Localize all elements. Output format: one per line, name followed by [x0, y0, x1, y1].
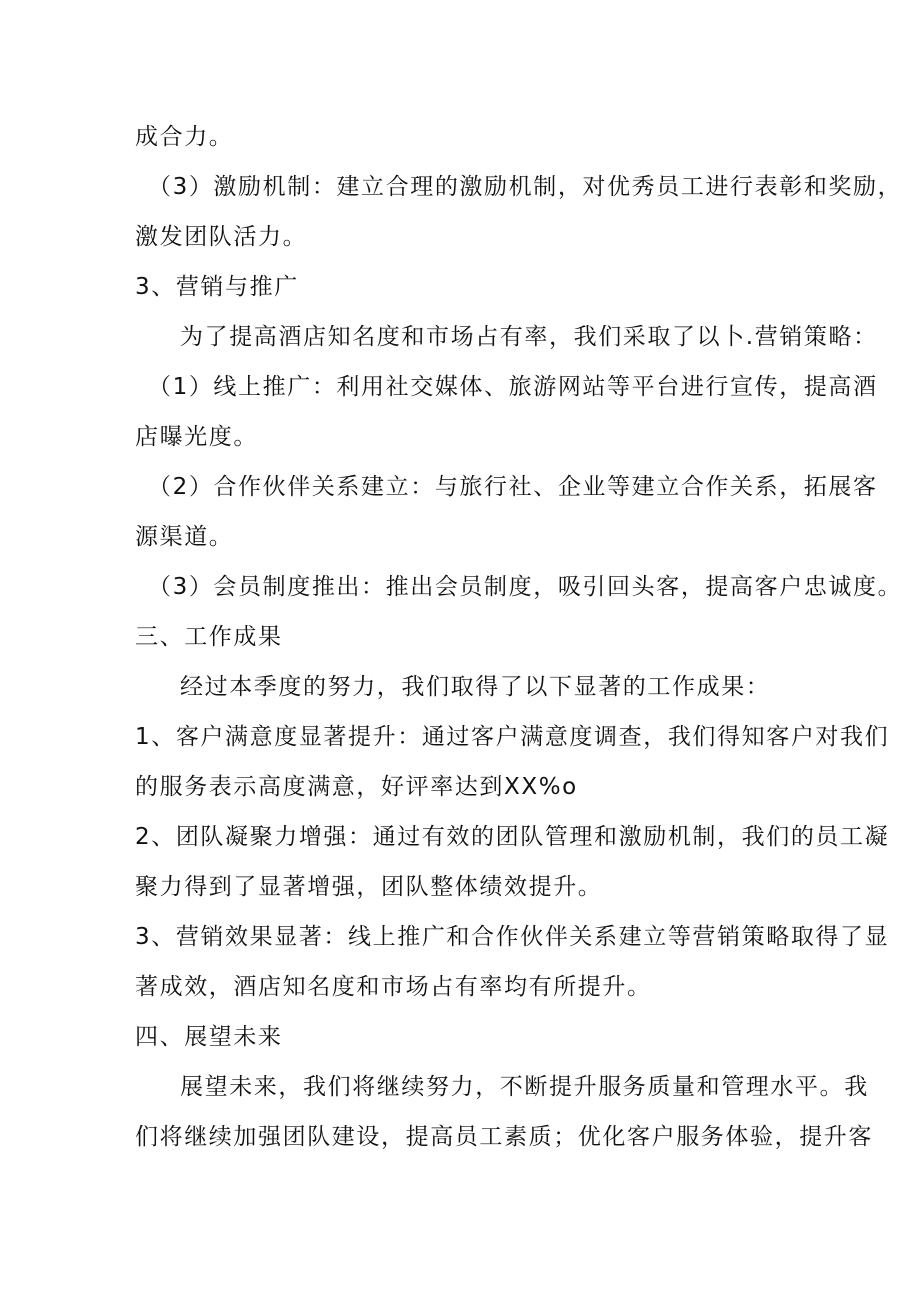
text-line: 的服务表示高度满意，好评率达到XX%o — [135, 774, 578, 800]
text-line: 经过本季度的努力，我们取得了以下显著的工作成果： — [180, 674, 771, 700]
text-line: 成合力。 — [135, 124, 234, 150]
text-line: 展望未来，我们将继续努力，不断提升服务质量和管理水平。我 — [180, 1074, 869, 1100]
text-line: 著成效，酒店知名度和市场占有率均有所提升。 — [135, 974, 652, 1000]
section-heading: 四、展望未来 — [135, 1024, 283, 1050]
text-line: （2）合作伙伴关系建立：与旅行社、企业等建立合作关系，拓展客 — [148, 474, 878, 500]
text-line: 店曝光度。 — [135, 424, 258, 450]
section-heading: 3、营销与推广 — [135, 274, 299, 300]
text-line: 们将继续加强团队建设，提高员工素质；优化客户服务体验，提升客 — [135, 1124, 873, 1150]
text-line: （1）线上推广：利用社交媒体、旅游网站等平台进行宣传，提高酒 — [148, 374, 878, 400]
text-line: 聚力得到了显著增强，团队整体绩效提升。 — [135, 874, 603, 900]
text-line: 1、客户满意度显著提升：通过客户满意度调查，我们得知客户对我们 — [135, 724, 890, 750]
text-line: 2、团队凝聚力增强：通过有效的团队管理和激励机制，我们的员工凝 — [135, 824, 890, 850]
text-line: 源渠道。 — [135, 524, 234, 550]
text-line: 3、营销效果显著：线上推广和合作伙伴关系建立等营销策略取得了显 — [135, 924, 890, 950]
text-line: （3）激励机制：建立合理的激励机制，对优秀员工进行表彰和奖励， — [148, 174, 903, 200]
section-heading: 三、工作成果 — [135, 624, 283, 650]
text-line: 为了提高酒店知名度和市场占有率，我们采取了以卜.营销策略： — [180, 324, 878, 350]
text-line: 激发团队活力。 — [135, 224, 308, 250]
text-line: （3）会员制度推出：推出会员制度，吸引回头客，提高客户忠诚度。 — [148, 574, 903, 600]
